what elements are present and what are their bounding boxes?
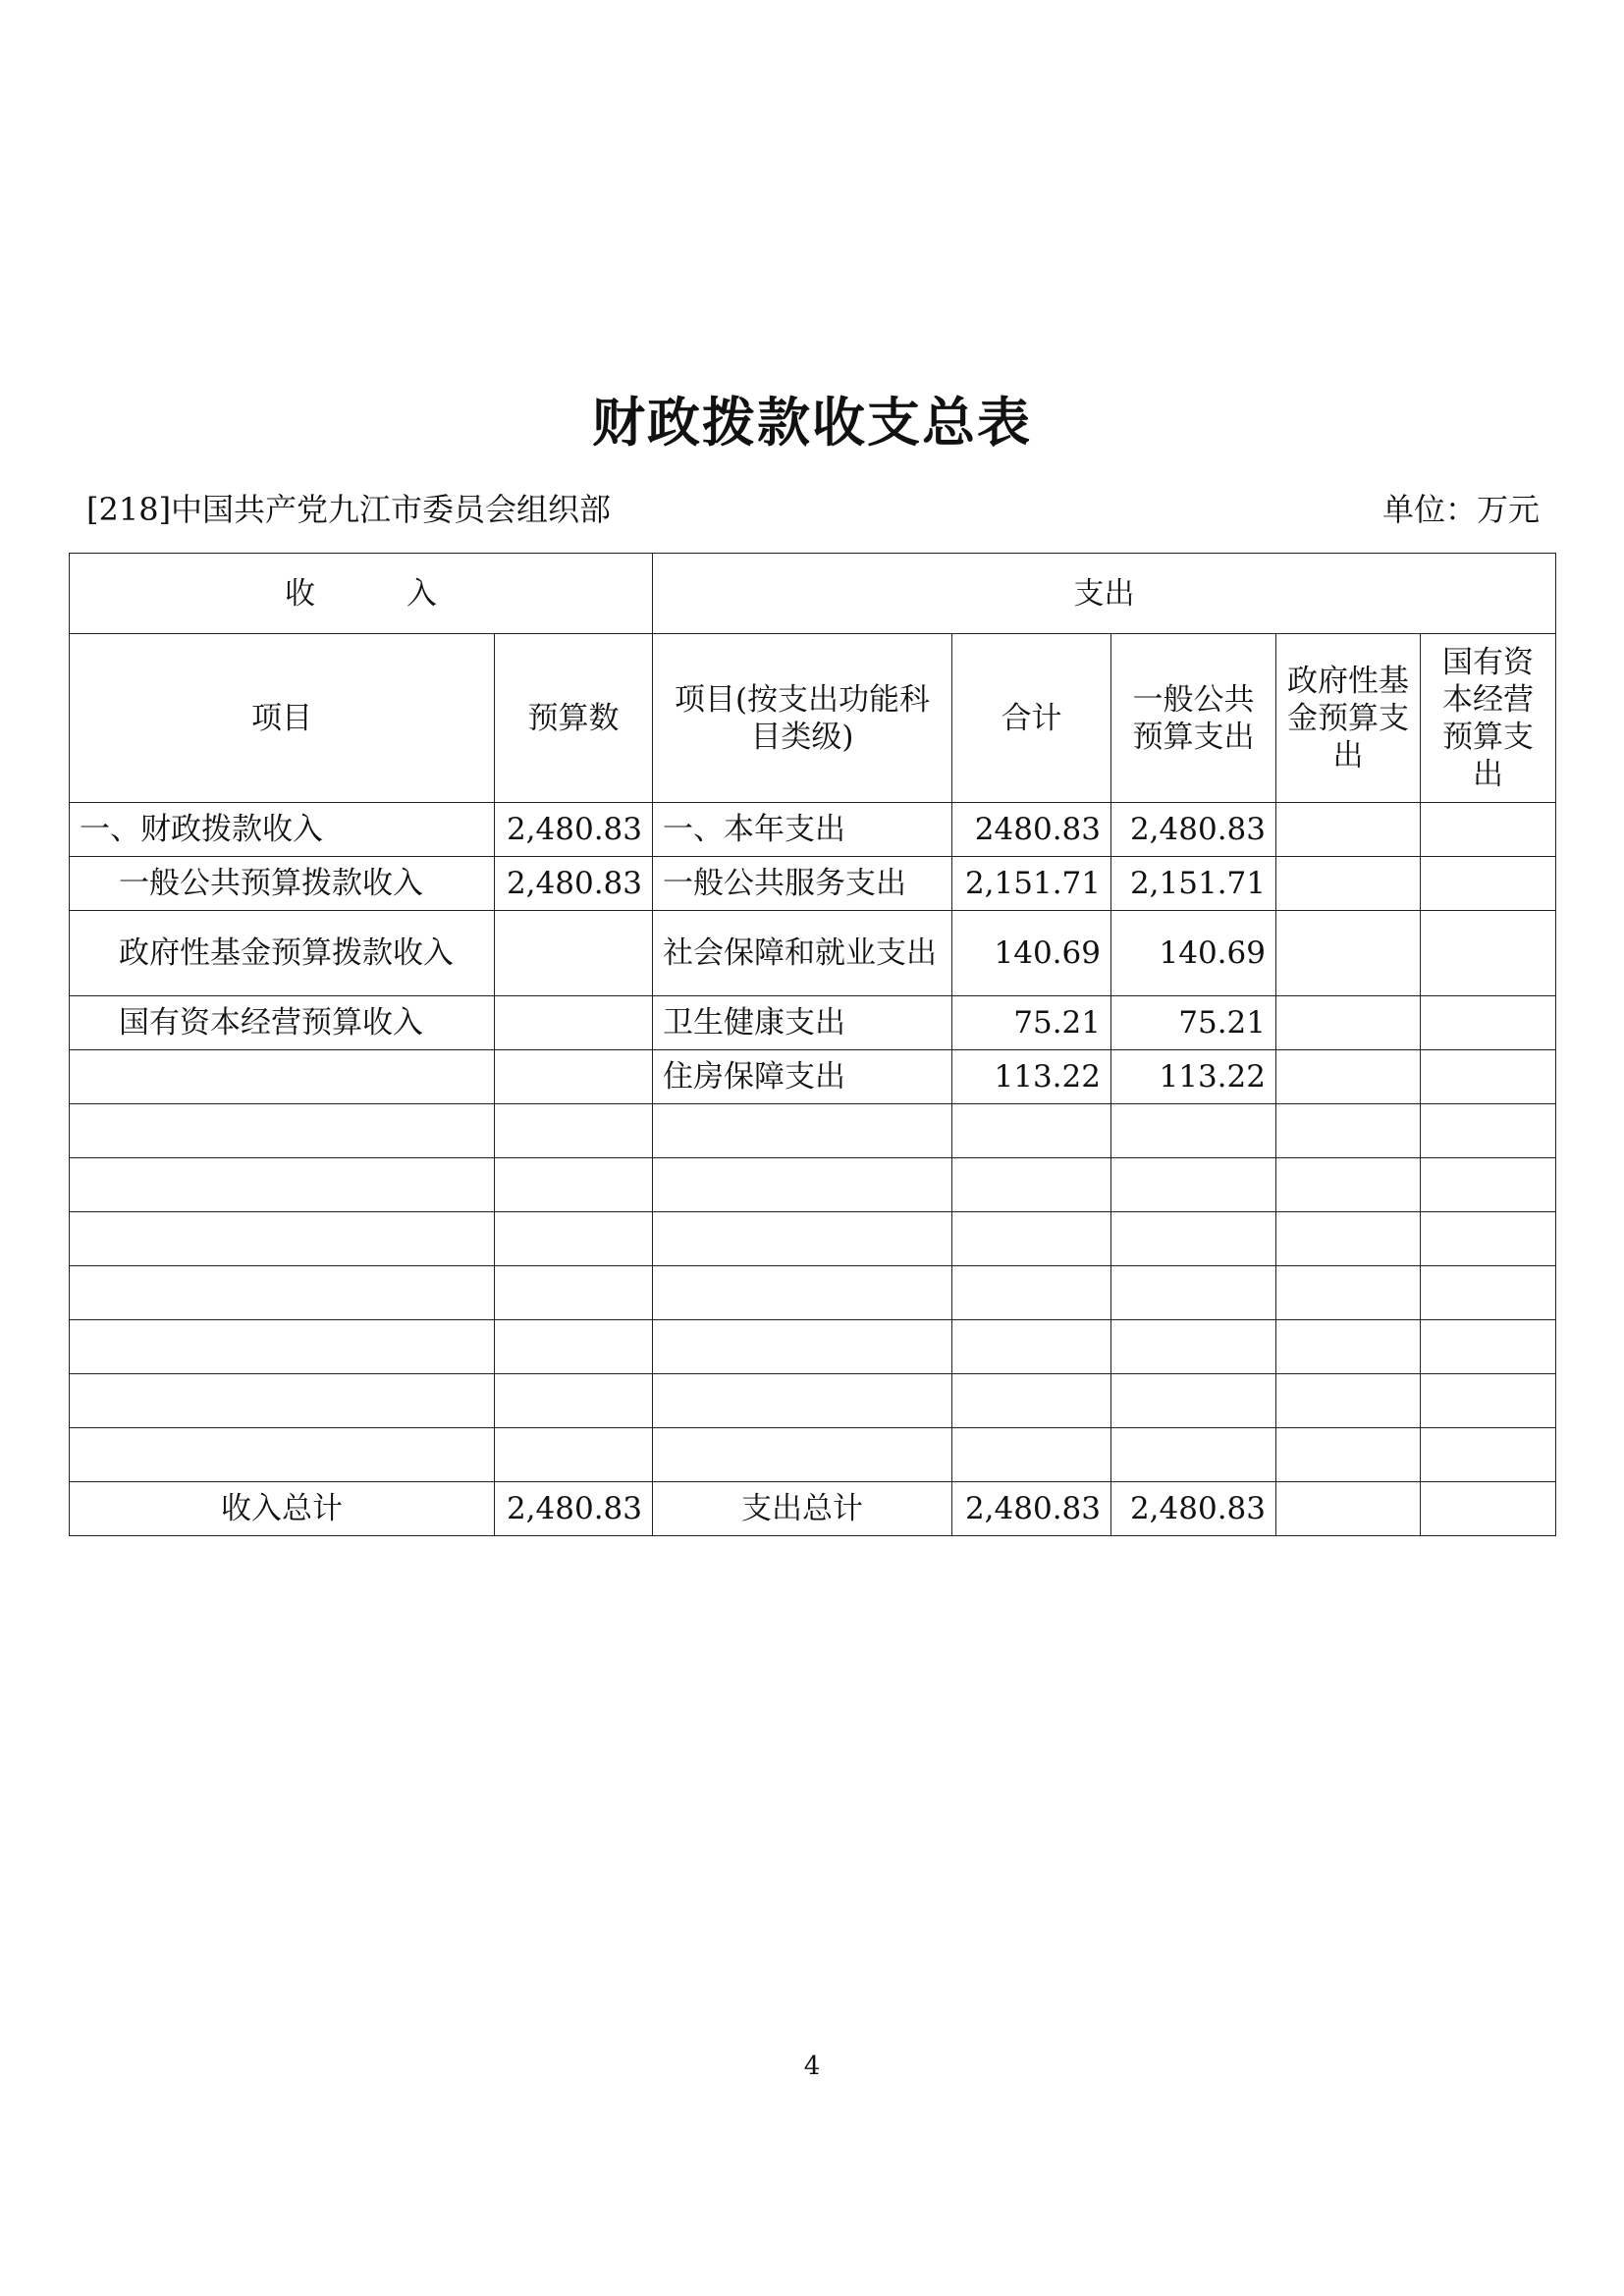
expense-general: 2,151.71	[1111, 857, 1276, 911]
empty-cell	[1276, 1212, 1421, 1266]
empty-cell	[495, 1374, 653, 1428]
empty-row	[70, 1320, 1556, 1374]
col-header-expense-item: 项目(按支出功能科目类级)	[653, 634, 952, 803]
empty-cell	[952, 1320, 1111, 1374]
expense-fund-total	[1276, 1482, 1421, 1536]
empty-cell	[653, 1104, 952, 1158]
empty-cell	[653, 1158, 952, 1212]
expense-item: 社会保障和就业支出	[653, 911, 952, 996]
col-header-general: 一般公共预算支出	[1111, 634, 1276, 803]
income-total-label: 收入总计	[70, 1482, 495, 1536]
income-amount: 2,480.83	[495, 857, 653, 911]
empty-cell	[1276, 1320, 1421, 1374]
empty-cell	[952, 1212, 1111, 1266]
empty-cell	[952, 1374, 1111, 1428]
empty-cell	[653, 1212, 952, 1266]
income-amount: 2,480.83	[495, 803, 653, 857]
expense-state	[1421, 803, 1556, 857]
expense-total: 2,151.71	[952, 857, 1111, 911]
expense-general: 113.22	[1111, 1050, 1276, 1104]
expense-header: 支出	[653, 554, 1556, 634]
expense-general-total: 2,480.83	[1111, 1482, 1276, 1536]
expense-general: 140.69	[1111, 911, 1276, 996]
empty-cell	[653, 1374, 952, 1428]
empty-cell	[1421, 1428, 1556, 1482]
income-item: 政府性基金预算拨款收入	[70, 911, 495, 996]
empty-cell	[495, 1320, 653, 1374]
empty-cell	[495, 1428, 653, 1482]
empty-cell	[70, 1212, 495, 1266]
empty-cell	[70, 1266, 495, 1320]
col-header-state: 国有资本经营预算支出	[1421, 634, 1556, 803]
empty-cell	[653, 1320, 952, 1374]
expense-fund	[1276, 857, 1421, 911]
col-header-item: 项目	[70, 634, 495, 803]
expense-general: 2,480.83	[1111, 803, 1276, 857]
expense-total-label: 支出总计	[653, 1482, 952, 1536]
table-row	[70, 857, 1556, 911]
expense-state	[1421, 1050, 1556, 1104]
income-item: 一般公共预算拨款收入	[70, 857, 495, 911]
col-header-total: 合计	[952, 634, 1111, 803]
empty-cell	[1421, 1374, 1556, 1428]
empty-cell	[495, 1212, 653, 1266]
empty-cell	[1111, 1212, 1276, 1266]
expense-state	[1421, 996, 1556, 1050]
income-item: 一、财政拨款收入	[70, 803, 495, 857]
empty-cell	[1421, 1104, 1556, 1158]
empty-cell	[952, 1104, 1111, 1158]
expense-fund	[1276, 911, 1421, 996]
empty-cell	[1111, 1320, 1276, 1374]
empty-cell	[1276, 1374, 1421, 1428]
expense-general: 75.21	[1111, 996, 1276, 1050]
col-header-fund: 政府性基金预算支出	[1276, 634, 1421, 803]
expense-state-total	[1421, 1482, 1556, 1536]
unit-label: 单位：万元	[1381, 491, 1540, 528]
expense-state	[1421, 857, 1556, 911]
empty-cell	[495, 1104, 653, 1158]
empty-cell	[1276, 1266, 1421, 1320]
income-item: 国有资本经营预算收入	[70, 996, 495, 1050]
table-row	[70, 1050, 1556, 1104]
budget-table	[69, 553, 1556, 1536]
income-total-amount: 2,480.83	[495, 1482, 653, 1536]
empty-cell	[653, 1428, 952, 1482]
expense-item: 卫生健康支出	[653, 996, 952, 1050]
empty-row	[70, 1374, 1556, 1428]
empty-cell	[1421, 1158, 1556, 1212]
empty-cell	[1276, 1158, 1421, 1212]
organization-label: [218]中国共产党九江市委员会组织部	[86, 491, 612, 528]
empty-cell	[653, 1266, 952, 1320]
header-row-columns	[70, 634, 1556, 803]
empty-cell	[495, 1266, 653, 1320]
empty-cell	[495, 1158, 653, 1212]
empty-cell	[70, 1428, 495, 1482]
page-title: 财政拨款收支总表	[592, 391, 1032, 454]
empty-row	[70, 1212, 1556, 1266]
empty-cell	[1276, 1104, 1421, 1158]
empty-cell	[952, 1428, 1111, 1482]
expense-fund	[1276, 803, 1421, 857]
empty-row	[70, 1266, 1556, 1320]
income-amount	[495, 911, 653, 996]
expense-total: 113.22	[952, 1050, 1111, 1104]
empty-cell	[70, 1374, 495, 1428]
empty-cell	[1421, 1266, 1556, 1320]
empty-cell	[1111, 1104, 1276, 1158]
empty-cell	[952, 1158, 1111, 1212]
expense-total: 2480.83	[952, 803, 1111, 857]
empty-row	[70, 1428, 1556, 1482]
empty-cell	[1421, 1320, 1556, 1374]
empty-cell	[70, 1158, 495, 1212]
empty-row	[70, 1104, 1556, 1158]
income-amount	[495, 996, 653, 1050]
expense-fund	[1276, 1050, 1421, 1104]
empty-cell	[1111, 1428, 1276, 1482]
empty-cell	[1111, 1266, 1276, 1320]
table-row	[70, 911, 1556, 996]
table-row	[70, 996, 1556, 1050]
income-amount	[495, 1050, 653, 1104]
page-number: 4	[803, 2052, 821, 2081]
expense-total: 75.21	[952, 996, 1111, 1050]
expense-item: 一般公共服务支出	[653, 857, 952, 911]
empty-cell	[70, 1320, 495, 1374]
empty-cell	[70, 1104, 495, 1158]
expense-item: 住房保障支出	[653, 1050, 952, 1104]
empty-row	[70, 1158, 1556, 1212]
expense-item: 一、本年支出	[653, 803, 952, 857]
expense-fund	[1276, 996, 1421, 1050]
total-row	[70, 1482, 1556, 1536]
expense-total: 140.69	[952, 911, 1111, 996]
col-header-budget: 预算数	[495, 634, 653, 803]
header-row-top	[70, 554, 1556, 634]
empty-cell	[1111, 1158, 1276, 1212]
empty-cell	[1421, 1212, 1556, 1266]
empty-cell	[1111, 1374, 1276, 1428]
empty-cell	[952, 1266, 1111, 1320]
income-header: 收 入	[70, 554, 653, 634]
expense-total-amount: 2,480.83	[952, 1482, 1111, 1536]
income-item	[70, 1050, 495, 1104]
empty-cell	[1276, 1428, 1421, 1482]
expense-state	[1421, 911, 1556, 996]
table-row	[70, 803, 1556, 857]
